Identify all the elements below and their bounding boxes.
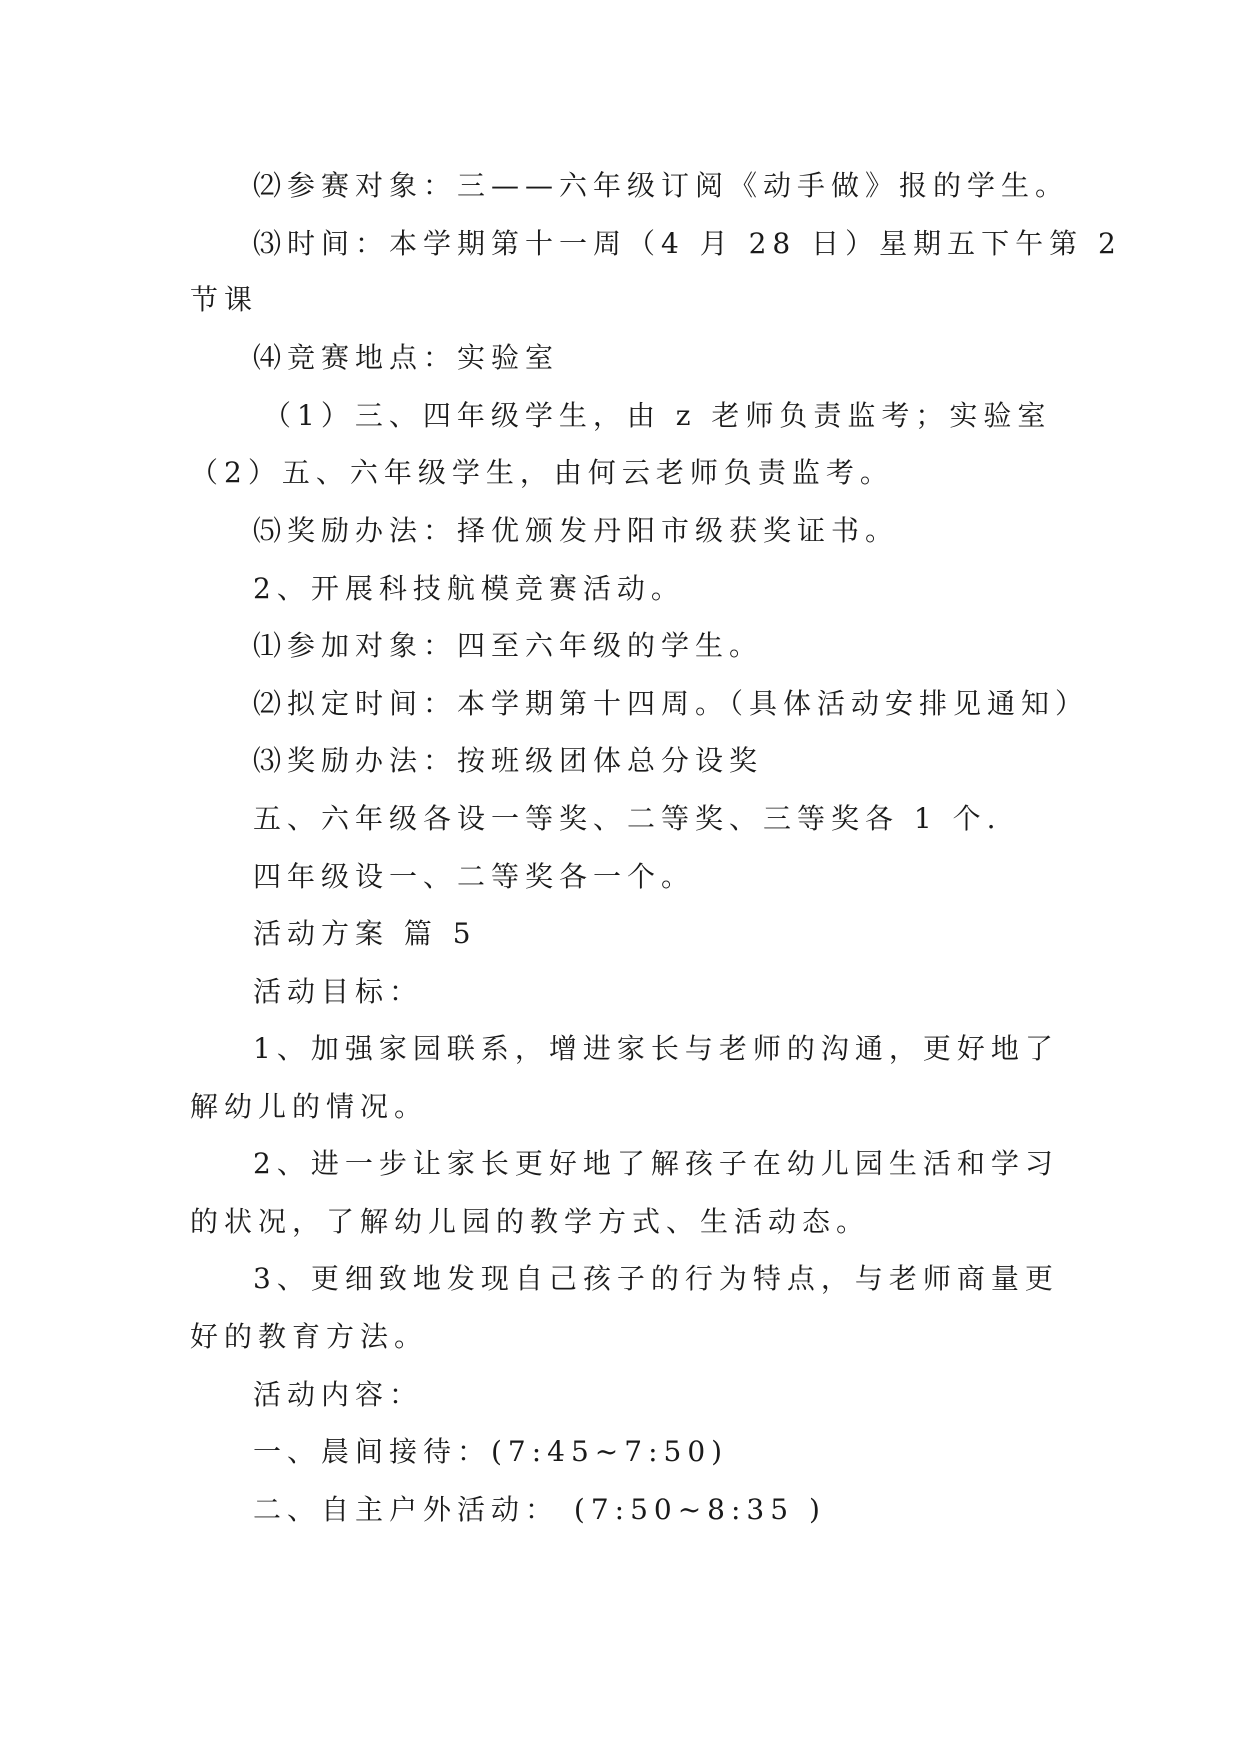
text-line: 2、进一步让家长更好地了解孩子在幼儿园生活和学习 xyxy=(253,1147,1059,1180)
text-line: 1、加强家园联系，增进家长与老师的沟通，更好地了 xyxy=(253,1032,1059,1065)
text-line: 3、更细致地发现自己孩子的行为特点，与老师商量更 xyxy=(253,1262,1059,1295)
text-line: 节课 xyxy=(190,283,259,316)
text-line: 2、开展科技航模竞赛活动。 xyxy=(253,572,685,605)
text-line: 解幼儿的情况。 xyxy=(190,1090,429,1123)
text-line: ⑷竞赛地点：实验室 xyxy=(253,341,560,374)
text-line: ⑶时间：本学期第十一周（4 月 28 日）星期五下午第 2 xyxy=(253,227,1122,260)
text-line: （1）三、四年级学生，由 z 老师负责监考；实验室 xyxy=(263,399,1052,432)
text-line: 一、晨间接待：(7:45~7:50) xyxy=(253,1435,729,1468)
text-line: 活动目标： xyxy=(253,975,424,1008)
text-line: 五、六年级各设一等奖、二等奖、三等奖各 1 个. xyxy=(253,802,1002,835)
text-line: 的状况，了解幼儿园的教学方式、生活动态。 xyxy=(190,1205,871,1238)
section-heading: 活动方案 篇 5 xyxy=(253,917,477,950)
text-line: ⑵拟定时间：本学期第十四周。（具体活动安排见通知） xyxy=(253,687,1090,720)
text-line: （2）五、六年级学生，由何云老师负责监考。 xyxy=(190,456,894,489)
text-line: 活动内容： xyxy=(253,1378,424,1411)
text-line: ⑵参赛对象：三——六年级订阅《动手做》报的学生。 xyxy=(253,169,1070,202)
text-line: ⑴参加对象：四至六年级的学生。 xyxy=(253,629,764,662)
text-line: 二、自主户外活动： (7:50~8:35 ) xyxy=(253,1493,826,1526)
text-line: 四年级设一、二等奖各一个。 xyxy=(253,860,696,893)
text-line: ⑶奖励办法：按班级团体总分设奖 xyxy=(253,744,764,777)
text-line: ⑸奖励办法：择优颁发丹阳市级获奖证书。 xyxy=(253,514,900,547)
text-line: 好的教育方法。 xyxy=(190,1320,429,1353)
